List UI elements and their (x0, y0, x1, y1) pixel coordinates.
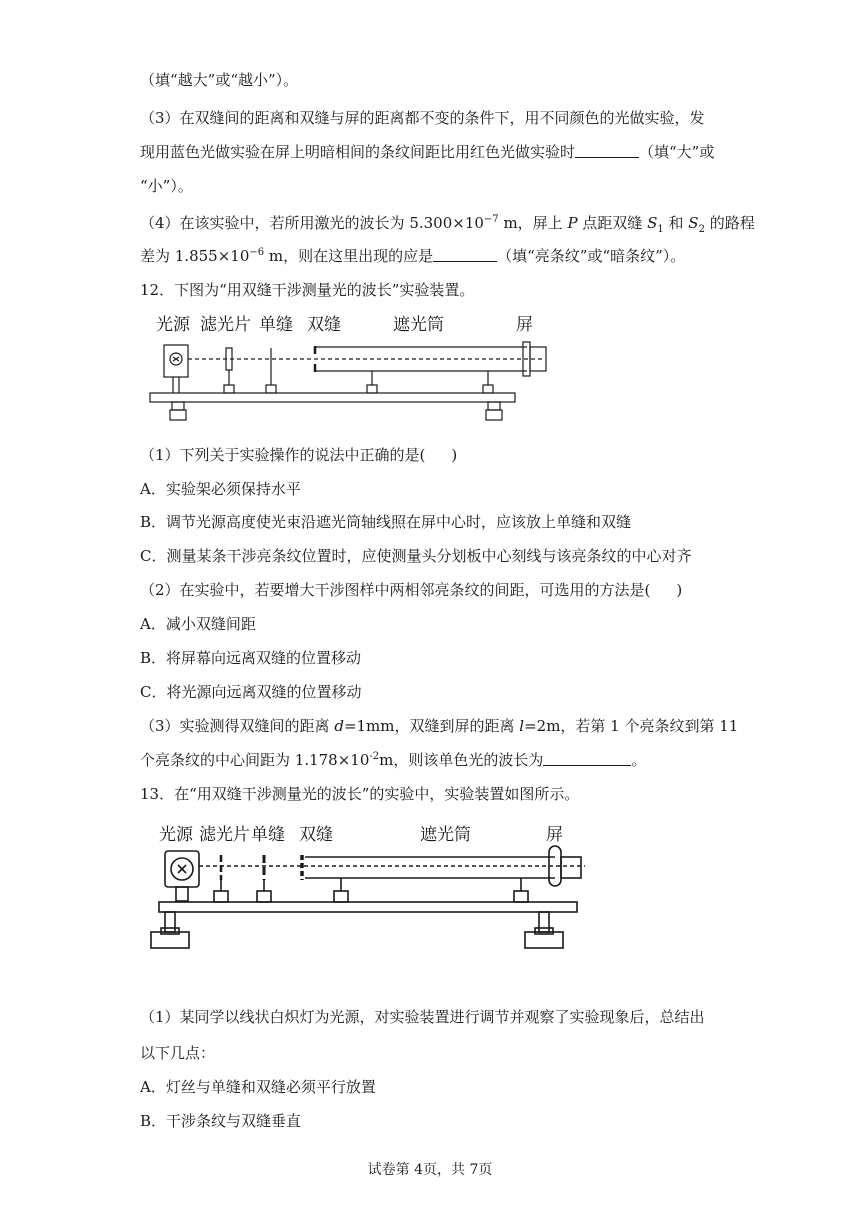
rail (159, 902, 577, 912)
label-light-source: 光源 (159, 825, 193, 845)
text-line: A．灯丝与单缝和双缝必须平行放置 (140, 1078, 376, 1096)
label-light-source: 光源 (156, 315, 190, 335)
text-line: 以下几点： (140, 1044, 216, 1062)
answer-blank[interactable] (433, 246, 497, 262)
text-line: “小”）。 (140, 177, 193, 195)
label-double-slit: 双缝 (299, 825, 333, 845)
text-line: （3）实验测得双缝间的距离 d=1mm，双缝到屏的距离 l=2m，若第 1 个亮条纹到第 11 (140, 717, 739, 735)
apparatus-figure-2 (145, 818, 590, 958)
text-line: 差为 $1.855\times 10^{-6}$ m，则在这里出现的应是 （填“亮条纹”或“暗条纹”）。 (140, 247, 686, 265)
rail (150, 393, 515, 402)
text-line: 12．下图为“用双缝干涉测量光的波长”实验装置。 (140, 281, 475, 299)
label-screen: 屏 (546, 825, 563, 845)
apparatus-figure-1 (140, 305, 533, 430)
label-filter: 滤光片 (200, 315, 251, 335)
lamp-box (164, 345, 188, 377)
answer-blank[interactable] (543, 750, 631, 766)
text-line: 个亮条纹的中心间距为 $1.178\times 10^{-2}m$，则该单色光的波长为 。 (140, 751, 647, 769)
text-line: C．测量某条干涉亮条纹位置时，应使测量头分划板中心刻线与该亮条纹的中心对齐 (140, 547, 692, 565)
text-line: （1）下列关于实验操作的说法中正确的是( ) (140, 446, 458, 464)
page-footer: 试卷第 4页，共 7页 (367, 1162, 493, 1178)
text-line: C．将光源向远离双缝的位置移动 (140, 683, 362, 701)
text-line: B．调节光源高度使光束沿遮光筒轴线照在屏中心时，应该放上单缝和双缝 (140, 513, 632, 531)
label-filter: 滤光片 (199, 825, 250, 845)
text-line: 13．在“用双缝干涉测量光的波长”的实验中，实验装置如图所示。 (140, 785, 580, 803)
label-screen: 屏 (516, 315, 533, 335)
text-line: 现用蓝色光做实验在屏上明暗相间的条纹间距比用红色光做实验时 （填“大”或 (140, 143, 715, 161)
label-double-slit: 双缝 (307, 315, 341, 335)
text-line: （填“越大”或“越小”）。 (140, 71, 299, 89)
label-single-slit: 单缝 (259, 315, 293, 335)
text-line: B．将屏幕向远离双缝的位置移动 (140, 649, 362, 667)
text-line: （1）某同学以线状白炽灯为光源，对实验装置进行调节并观察了实验现象后，总结出 (140, 1008, 705, 1026)
text-line: A．实验架必须保持水平 (140, 480, 301, 498)
text-line: A．减小双缝间距 (140, 615, 256, 633)
answer-blank[interactable] (575, 142, 639, 158)
label-tube: 遮光筒 (420, 825, 471, 845)
text-line: B．干涉条纹与双缝垂直 (140, 1112, 302, 1130)
text-line: （2）在实验中，若要增大干涉图样中两相邻亮条纹的间距，可选用的方法是( ) (140, 581, 683, 599)
label-tube: 遮光筒 (393, 315, 444, 335)
label-single-slit: 单缝 (251, 825, 285, 845)
text-line: （3）在双缝间的距离和双缝与屏的距离都不变的条件下，用不同颜色的光做实验，发 (140, 109, 705, 127)
text-line: （4）在该实验中，若所用激光的波长为 $5.300\times 10^{-7}$ m，屏上 P 点距双缝 $S_1$ 和 $S_2$ 的路程 (140, 214, 755, 235)
